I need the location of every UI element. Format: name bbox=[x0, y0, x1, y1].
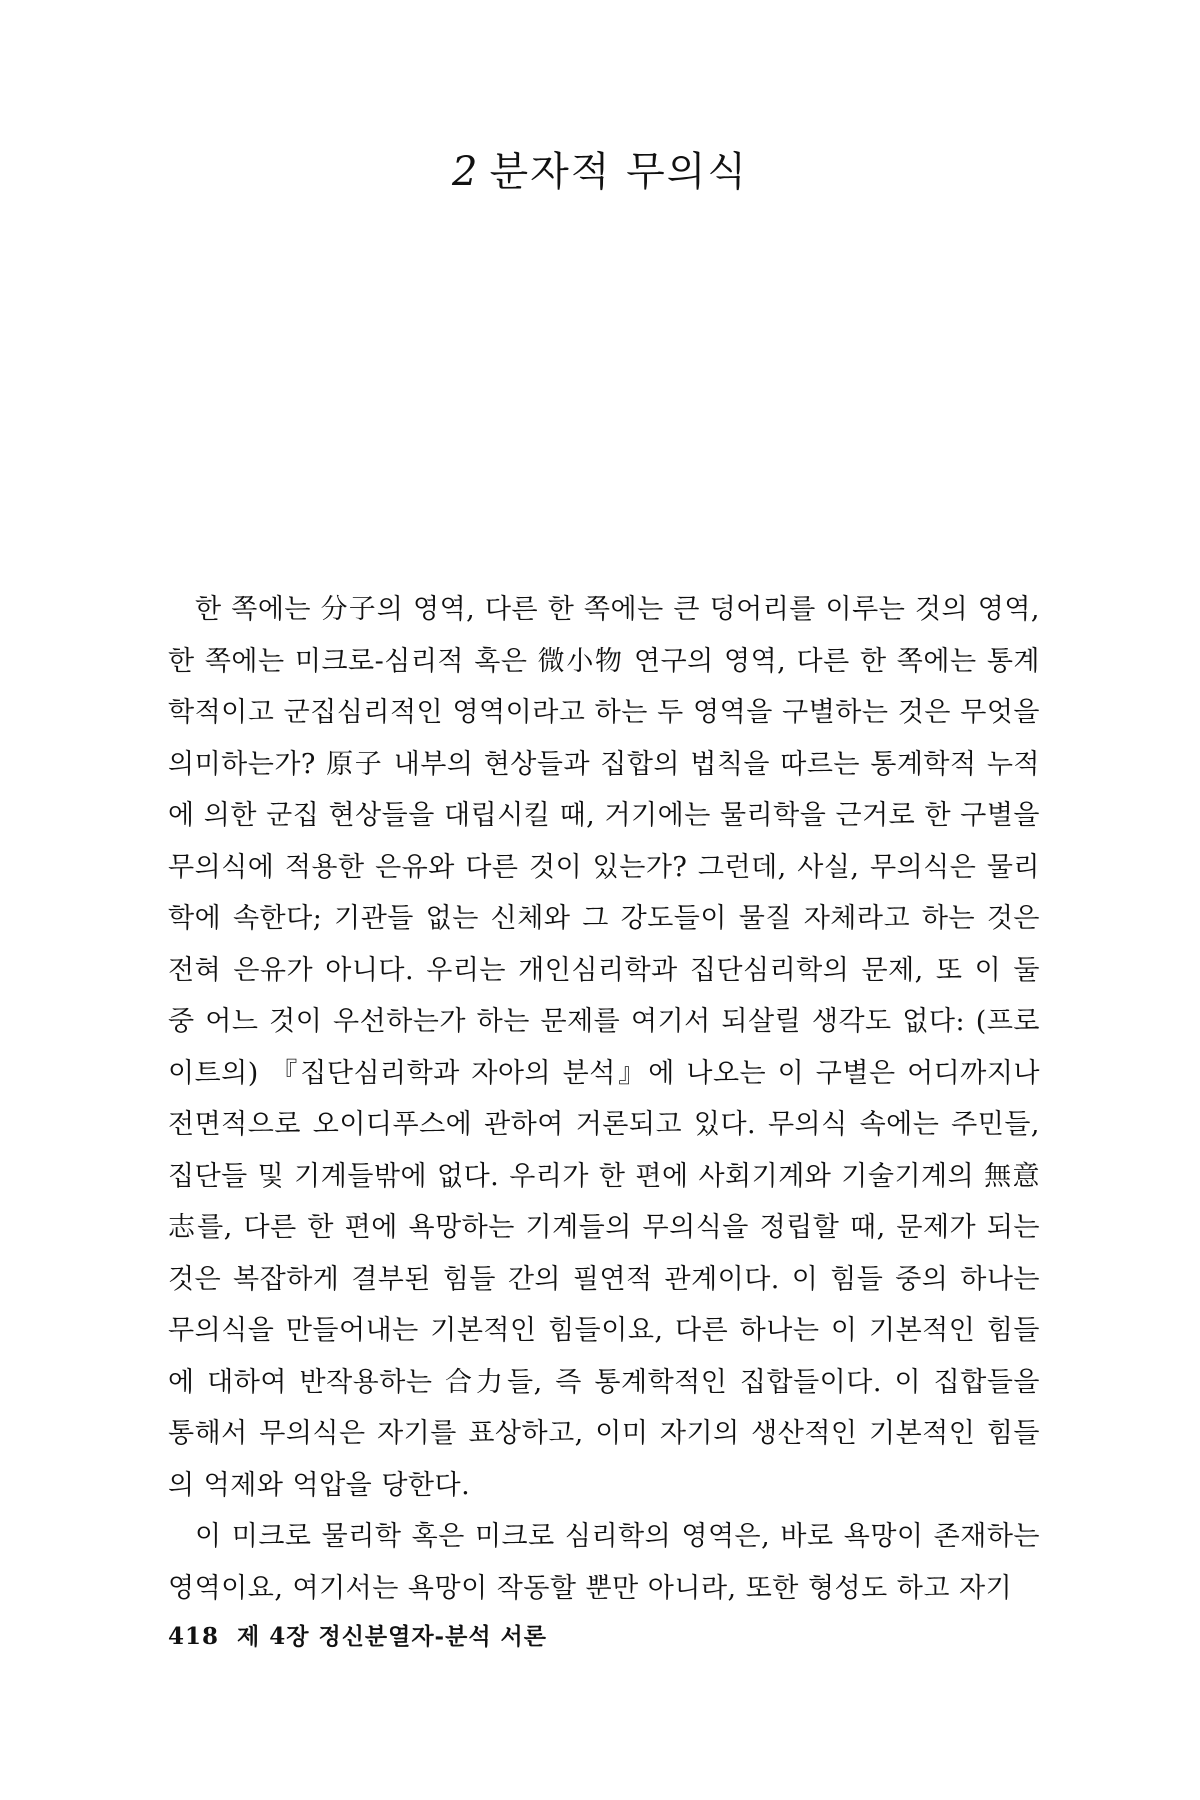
page-footer bbox=[168, 1618, 547, 1651]
paragraph-1: 한 쪽에는 分子의 영역, 다른 한 쪽에는 큰 덩어리를 이루는 것의 영역, 한 쪽에는 미크로-심리적 혹은 微小物 연구의 영역, 다른 한 쪽에는 통계학적이고 군집심리적인 영역이라고 하는 두 영역을 구별하는 것은 무엇을 의미하는가? 原子 내부의 현상들과 집합의 법칙을 따르는 통계학적 누적에 의한 군집 현상들을 대립시킬 때, 거기에는 물리학을 근거로 한 구별을 무의식에 적용한 은유와 다른 것이 있는가? 그런데, 사실, 무의식은 물리학에 속한다; 기관들 없는 신체와 그 강도들이 물질 자체라고 하는 것은 전혀 은유가 아니다. 우리는 개인심리학과 집단심리학의 문제, 또 이 둘 중 어느 것이 우선하는가 하는 문제를 여기서 되살릴 생각도 없다: (프로이트의) 『집단심리학과 자아의 분석』에 나오는 이 구별은 어디까지나 전면적으로 오이디푸스에 관하여 거론되고 있다. 무의식 속에는 주민들, 집단들 및 기계들밖에 없다. 우리가 한 편에 사회기계와 기술기계의 無意志를, 다른 한 편에 욕망하는 기계들의 무의식을 정립할 때, 문제가 되는 것은 복잡하게 결부된 힘들 간의 필연적 관계이다. 이 힘들 중의 하나는 무의식을 만들어내는 기본적인 힘들이요, 다른 하나는 이 기본적인 힘들에 대하여 반작용하는 合力들, 즉 통계학적인 집합들이다. 이 집합들을 통해서 무의식은 자기를 표상하고, 이미 자기의 생산적인 기본적인 힘들의 억제와 억압을 당한다. bbox=[168, 594, 1040, 1501]
body-text bbox=[168, 584, 1040, 1614]
section-title bbox=[0, 140, 1200, 197]
chapter-title: 제 4장 정신분열자-분석 서론 bbox=[237, 1623, 547, 1650]
paragraph-2: 이 미크로 물리학 혹은 미크로 심리학의 영역은, 바로 욕망이 존재하는 영역이요, 여기서는 욕망이 작동할 뿐만 아니라, 또한 형성도 하고 자기 bbox=[168, 1521, 1040, 1604]
section-number: 2 bbox=[451, 149, 480, 195]
page-number: 418 bbox=[168, 1623, 220, 1650]
section-title-text: 분자적 무의식 bbox=[489, 149, 748, 195]
